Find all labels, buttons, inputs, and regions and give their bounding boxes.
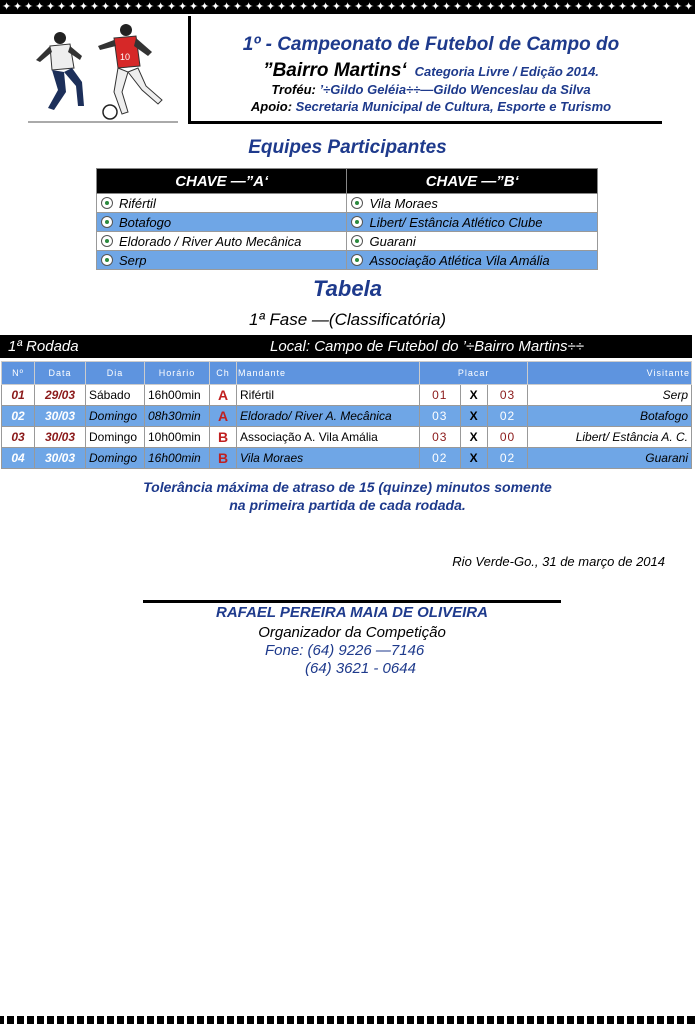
trophy-value: ’÷Gildo Geléia÷÷—Gildo Wenceslau da Silva bbox=[319, 82, 591, 97]
border-notch bbox=[174, 1016, 177, 1024]
teams-table bbox=[96, 168, 598, 270]
star-icon: ✦ bbox=[508, 1, 518, 13]
star-icon: ✦ bbox=[464, 1, 474, 13]
game-row bbox=[2, 427, 692, 448]
border-notch bbox=[584, 1016, 587, 1024]
star-icon: ✦ bbox=[651, 1, 661, 13]
star-icon: ✦ bbox=[563, 1, 573, 13]
away-team: Botafogo bbox=[528, 406, 692, 427]
border-notch bbox=[474, 1016, 477, 1024]
teams-heading: Equipes Participantes bbox=[248, 137, 447, 158]
away-team: Libert/ Estância A. C. bbox=[528, 427, 692, 448]
home-team: Rifértil bbox=[237, 385, 420, 406]
border-notch bbox=[404, 1016, 407, 1024]
border-notch bbox=[384, 1016, 387, 1024]
game-group: A bbox=[210, 406, 237, 427]
championship-subtitle bbox=[196, 60, 666, 82]
soccer-players-logo bbox=[18, 16, 188, 126]
star-icon: ✦ bbox=[255, 1, 265, 13]
star-icon: ✦ bbox=[453, 1, 463, 13]
header-divider-vertical bbox=[188, 16, 191, 124]
border-notch bbox=[544, 1016, 547, 1024]
border-notch bbox=[464, 1016, 467, 1024]
game-date: 30/03 bbox=[35, 448, 86, 469]
star-icon: ✦ bbox=[68, 1, 78, 13]
game-time: 08h30min bbox=[145, 406, 210, 427]
star-icon: ✦ bbox=[123, 1, 133, 13]
ball-icon bbox=[101, 197, 113, 209]
border-notch bbox=[104, 1016, 107, 1024]
team-cell-b bbox=[347, 232, 598, 251]
border-notch bbox=[284, 1016, 287, 1024]
border-notch bbox=[654, 1016, 657, 1024]
star-icon: ✦ bbox=[684, 1, 694, 13]
support-line bbox=[196, 99, 666, 114]
border-notch bbox=[444, 1016, 447, 1024]
border-notch bbox=[664, 1016, 667, 1024]
star-icon: ✦ bbox=[2, 1, 12, 13]
star-icon: ✦ bbox=[354, 1, 364, 13]
star-icon: ✦ bbox=[343, 1, 353, 13]
game-date: 30/03 bbox=[35, 406, 86, 427]
border-notch bbox=[524, 1016, 527, 1024]
team-row bbox=[97, 213, 598, 232]
away-team: Guarani bbox=[528, 448, 692, 469]
trophy-line bbox=[196, 82, 666, 97]
home-score: 03 bbox=[420, 427, 461, 448]
border-notch bbox=[434, 1016, 437, 1024]
team-cell-a bbox=[97, 194, 347, 213]
star-icon: ✦ bbox=[277, 1, 287, 13]
star-icon: ✦ bbox=[46, 1, 56, 13]
player-white-icon bbox=[36, 32, 84, 110]
away-score: 00 bbox=[487, 427, 528, 448]
tolerance-note bbox=[0, 478, 695, 514]
col-time: Horário bbox=[145, 362, 210, 385]
border-notch bbox=[244, 1016, 247, 1024]
game-number: 02 bbox=[2, 406, 35, 427]
ball-icon bbox=[351, 254, 363, 266]
ball-icon bbox=[351, 235, 363, 247]
support-value: Secretaria Municipal de Cultura, Esporte e Turismo bbox=[295, 99, 612, 114]
star-icon: ✦ bbox=[442, 1, 452, 13]
border-notch bbox=[314, 1016, 317, 1024]
border-notch bbox=[184, 1016, 187, 1024]
games-table bbox=[1, 361, 692, 469]
star-icon: ✦ bbox=[585, 1, 595, 13]
border-notch bbox=[64, 1016, 67, 1024]
col-score: Placar bbox=[420, 362, 528, 385]
neighborhood-name: ”Bairro Martins‘ bbox=[263, 60, 407, 81]
star-icon: ✦ bbox=[134, 1, 144, 13]
games-header-row bbox=[2, 362, 692, 385]
game-row bbox=[2, 385, 692, 406]
star-icon: ✦ bbox=[288, 1, 298, 13]
star-icon: ✦ bbox=[222, 1, 232, 13]
star-icon: ✦ bbox=[530, 1, 540, 13]
star-icon: ✦ bbox=[79, 1, 89, 13]
star-icon: ✦ bbox=[387, 1, 397, 13]
border-notch bbox=[94, 1016, 97, 1024]
star-icon: ✦ bbox=[420, 1, 430, 13]
star-icon: ✦ bbox=[431, 1, 441, 13]
border-notch bbox=[334, 1016, 337, 1024]
col-day: Dia bbox=[86, 362, 145, 385]
border-notch bbox=[234, 1016, 237, 1024]
team-row bbox=[97, 232, 598, 251]
top-star-border bbox=[0, 0, 695, 14]
game-row bbox=[2, 406, 692, 427]
star-icon: ✦ bbox=[519, 1, 529, 13]
game-day: Domingo bbox=[86, 406, 145, 427]
team-name: Serp bbox=[119, 252, 147, 268]
border-notch bbox=[424, 1016, 427, 1024]
game-day: Sábado bbox=[86, 385, 145, 406]
schedule-heading: Tabela bbox=[313, 276, 382, 301]
signer-role: Organizador da Competição bbox=[258, 624, 446, 641]
phone-1: Fone: (64) 9226 —7146 bbox=[265, 642, 425, 659]
game-number: 04 bbox=[2, 448, 35, 469]
star-icon: ✦ bbox=[13, 1, 23, 13]
star-icon: ✦ bbox=[541, 1, 551, 13]
border-notch bbox=[454, 1016, 457, 1024]
score-separator: X bbox=[460, 385, 487, 406]
place-date: Rio Verde-Go., 31 de março de 2014 bbox=[452, 554, 665, 569]
border-notch bbox=[134, 1016, 137, 1024]
star-icon: ✦ bbox=[475, 1, 485, 13]
group-b-header: CHAVE —”B‘ bbox=[347, 169, 598, 194]
star-icon: ✦ bbox=[200, 1, 210, 13]
star-icon: ✦ bbox=[640, 1, 650, 13]
col-home: Mandante bbox=[237, 362, 420, 385]
team-name: Rifértil bbox=[119, 195, 156, 211]
game-group: A bbox=[210, 385, 237, 406]
team-name: Eldorado / River Auto Mecânica bbox=[119, 233, 302, 249]
group-a-header: CHAVE —”A‘ bbox=[97, 169, 347, 194]
border-notch bbox=[324, 1016, 327, 1024]
star-icon: ✦ bbox=[189, 1, 199, 13]
border-notch bbox=[634, 1016, 637, 1024]
team-cell-a bbox=[97, 232, 347, 251]
bottom-border bbox=[0, 1016, 695, 1024]
teams-header-row bbox=[97, 169, 598, 194]
star-icon: ✦ bbox=[365, 1, 375, 13]
border-notch bbox=[24, 1016, 27, 1024]
border-notch bbox=[224, 1016, 227, 1024]
venue-label: Local: Campo de Futebol do ’÷Bairro Martins÷÷ bbox=[270, 338, 585, 355]
col-date: Data bbox=[35, 362, 86, 385]
team-name: Vila Moraes bbox=[369, 195, 438, 211]
star-icon: ✦ bbox=[57, 1, 67, 13]
border-notch bbox=[574, 1016, 577, 1024]
player-red-icon bbox=[98, 24, 162, 114]
border-notch bbox=[44, 1016, 47, 1024]
border-notch bbox=[114, 1016, 117, 1024]
team-cell-b bbox=[347, 213, 598, 232]
border-notch bbox=[34, 1016, 37, 1024]
star-icon: ✦ bbox=[90, 1, 100, 13]
border-notch bbox=[74, 1016, 77, 1024]
border-notch bbox=[144, 1016, 147, 1024]
star-icon: ✦ bbox=[145, 1, 155, 13]
star-icon: ✦ bbox=[35, 1, 45, 13]
game-date: 30/03 bbox=[35, 427, 86, 448]
border-notch bbox=[494, 1016, 497, 1024]
star-icon: ✦ bbox=[266, 1, 276, 13]
team-cell-b bbox=[347, 251, 598, 270]
star-icon: ✦ bbox=[178, 1, 188, 13]
ball-icon bbox=[103, 105, 117, 119]
game-group: B bbox=[210, 448, 237, 469]
round-bar bbox=[0, 335, 692, 358]
star-icon: ✦ bbox=[409, 1, 419, 13]
col-number: Nº bbox=[2, 362, 35, 385]
away-score: 02 bbox=[487, 406, 528, 427]
game-date: 29/03 bbox=[35, 385, 86, 406]
trophy-label: Troféu: bbox=[271, 82, 316, 97]
ball-icon bbox=[101, 216, 113, 228]
away-score: 03 bbox=[487, 385, 528, 406]
game-number: 01 bbox=[2, 385, 35, 406]
border-notch bbox=[164, 1016, 167, 1024]
ball-icon bbox=[351, 197, 363, 209]
game-time: 10h00min bbox=[145, 427, 210, 448]
star-icon: ✦ bbox=[156, 1, 166, 13]
star-icon: ✦ bbox=[321, 1, 331, 13]
team-row bbox=[97, 194, 598, 213]
border-notch bbox=[4, 1016, 7, 1024]
star-icon: ✦ bbox=[629, 1, 639, 13]
team-cell-a bbox=[97, 251, 347, 270]
tolerance-line-2: na primeira partida de cada rodada. bbox=[229, 497, 466, 513]
home-score: 02 bbox=[420, 448, 461, 469]
star-icon: ✦ bbox=[310, 1, 320, 13]
star-icon: ✦ bbox=[244, 1, 254, 13]
border-notch bbox=[374, 1016, 377, 1024]
border-notch bbox=[674, 1016, 677, 1024]
border-notch bbox=[534, 1016, 537, 1024]
star-icon: ✦ bbox=[497, 1, 507, 13]
star-icon: ✦ bbox=[167, 1, 177, 13]
border-notch bbox=[274, 1016, 277, 1024]
game-day: Domingo bbox=[86, 427, 145, 448]
star-icon: ✦ bbox=[332, 1, 342, 13]
border-notch bbox=[254, 1016, 257, 1024]
ball-icon bbox=[101, 235, 113, 247]
star-icon: ✦ bbox=[211, 1, 221, 13]
star-icon: ✦ bbox=[574, 1, 584, 13]
team-name: Associação Atlética Vila Amália bbox=[369, 252, 550, 268]
border-notch bbox=[594, 1016, 597, 1024]
star-icon: ✦ bbox=[24, 1, 34, 13]
border-notch bbox=[294, 1016, 297, 1024]
team-name: Botafogo bbox=[119, 214, 172, 230]
home-team: Vila Moraes bbox=[237, 448, 420, 469]
border-notch bbox=[154, 1016, 157, 1024]
border-notch bbox=[624, 1016, 627, 1024]
star-icon: ✦ bbox=[552, 1, 562, 13]
border-notch bbox=[84, 1016, 87, 1024]
svg-text:10: 10 bbox=[120, 52, 131, 62]
border-notch bbox=[304, 1016, 307, 1024]
border-notch bbox=[484, 1016, 487, 1024]
border-notch bbox=[604, 1016, 607, 1024]
home-team: Eldorado/ River A. Mecânica bbox=[237, 406, 420, 427]
star-icon: ✦ bbox=[376, 1, 386, 13]
away-score: 02 bbox=[487, 448, 528, 469]
border-notch bbox=[14, 1016, 17, 1024]
score-separator: X bbox=[460, 448, 487, 469]
game-group: B bbox=[210, 427, 237, 448]
col-away: Visitante bbox=[528, 362, 692, 385]
col-group: Ch bbox=[210, 362, 237, 385]
game-row bbox=[2, 448, 692, 469]
star-icon: ✦ bbox=[673, 1, 683, 13]
tolerance-line-1: Tolerância máxima de atraso de 15 (quinze) minutos somente bbox=[143, 479, 552, 495]
star-icon: ✦ bbox=[486, 1, 496, 13]
border-notch bbox=[54, 1016, 57, 1024]
star-icon: ✦ bbox=[662, 1, 672, 13]
away-team: Serp bbox=[528, 385, 692, 406]
border-notch bbox=[504, 1016, 507, 1024]
star-icon: ✦ bbox=[299, 1, 309, 13]
star-icon: ✦ bbox=[233, 1, 243, 13]
border-notch bbox=[354, 1016, 357, 1024]
star-icon: ✦ bbox=[596, 1, 606, 13]
border-notch bbox=[684, 1016, 687, 1024]
team-name: Guarani bbox=[369, 233, 416, 249]
game-day: Domingo bbox=[86, 448, 145, 469]
score-separator: X bbox=[460, 406, 487, 427]
border-notch bbox=[214, 1016, 217, 1024]
game-number: 03 bbox=[2, 427, 35, 448]
home-score: 03 bbox=[420, 406, 461, 427]
home-team: Associação A. Vila Amália bbox=[237, 427, 420, 448]
star-icon: ✦ bbox=[607, 1, 617, 13]
border-notch bbox=[194, 1016, 197, 1024]
championship-title: 1º - Campeonato de Futebol de Campo do bbox=[242, 34, 620, 55]
star-icon: ✦ bbox=[101, 1, 111, 13]
border-notch bbox=[554, 1016, 557, 1024]
signer-name: RAFAEL PEREIRA MAIA DE OLIVEIRA bbox=[216, 604, 488, 621]
star-icon: ✦ bbox=[398, 1, 408, 13]
signature-line bbox=[143, 600, 561, 603]
ball-icon bbox=[101, 254, 113, 266]
round-label: 1ª Rodada bbox=[8, 338, 79, 355]
team-cell-a bbox=[97, 213, 347, 232]
phone-2: (64) 3621 - 0644 bbox=[305, 660, 416, 677]
team-cell-b bbox=[347, 194, 598, 213]
game-time: 16h00min bbox=[145, 448, 210, 469]
home-score: 01 bbox=[420, 385, 461, 406]
team-name: Libert/ Estância Atlético Clube bbox=[369, 214, 543, 230]
star-icon: ✦ bbox=[112, 1, 122, 13]
border-notch bbox=[644, 1016, 647, 1024]
support-label: Apoio: bbox=[250, 99, 293, 114]
border-notch bbox=[204, 1016, 207, 1024]
phase-title: 1ª Fase —(Classificatória) bbox=[248, 310, 447, 329]
border-notch bbox=[564, 1016, 567, 1024]
score-separator: X bbox=[460, 427, 487, 448]
category-edition: Categoria Livre / Edição 2014. bbox=[414, 64, 599, 79]
team-row bbox=[97, 251, 598, 270]
border-notch bbox=[264, 1016, 267, 1024]
border-notch bbox=[514, 1016, 517, 1024]
header-divider-horizontal bbox=[188, 121, 662, 124]
star-icon: ✦ bbox=[618, 1, 628, 13]
border-notch bbox=[124, 1016, 127, 1024]
ball-icon bbox=[351, 216, 363, 228]
border-notch bbox=[614, 1016, 617, 1024]
border-notch bbox=[344, 1016, 347, 1024]
border-notch bbox=[394, 1016, 397, 1024]
border-notch bbox=[414, 1016, 417, 1024]
game-time: 16h00min bbox=[145, 385, 210, 406]
border-notch bbox=[364, 1016, 367, 1024]
